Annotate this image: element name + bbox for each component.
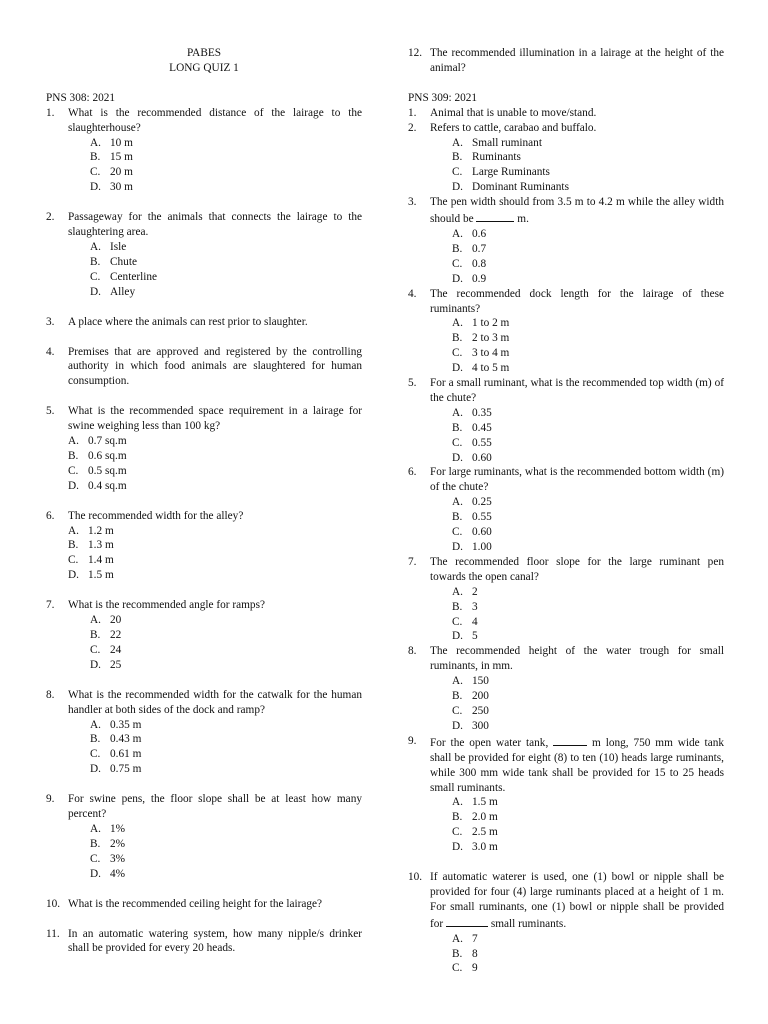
- option-text: Centerline: [110, 270, 158, 283]
- option-a: [46, 434, 362, 449]
- question-number: 10.: [46, 897, 61, 910]
- option-b: [408, 810, 724, 825]
- option-text: 10 m: [110, 136, 133, 149]
- question-left-8: [46, 688, 362, 718]
- option-d: [408, 272, 724, 287]
- question-text: The recommended floor slope for the large ruminant pen towards the open canal?: [430, 555, 724, 583]
- option-letter: A.: [90, 614, 101, 627]
- option-text: 2%: [110, 837, 126, 850]
- answer-blank: [553, 734, 587, 746]
- options-left-8: [46, 718, 362, 778]
- option-a: [46, 136, 362, 151]
- option-a: [408, 932, 724, 947]
- option-b: [408, 242, 724, 257]
- option-letter: A.: [452, 796, 463, 809]
- question-text: For a small ruminant, what is the recommended top width (m) of the chute?: [430, 377, 724, 404]
- option-text: 300: [472, 719, 489, 732]
- question-left-2: [46, 210, 362, 240]
- question-text-part: m.: [517, 213, 529, 226]
- question-number: 6.: [408, 466, 417, 479]
- option-text: 7: [472, 932, 478, 945]
- option-d: [408, 719, 724, 734]
- question-number: 11.: [46, 927, 60, 940]
- question-left-12: [408, 46, 724, 76]
- option-text: 4%: [110, 867, 126, 880]
- question-left-3: [46, 315, 362, 330]
- option-c: [46, 553, 362, 568]
- option-d: [46, 479, 362, 494]
- options-right-4: [408, 316, 724, 376]
- option-c: [46, 270, 362, 285]
- option-letter: C.: [452, 962, 463, 975]
- option-letter: D.: [90, 181, 101, 194]
- option-letter: B.: [68, 539, 79, 552]
- options-right-6: [408, 495, 724, 555]
- option-d: [408, 180, 724, 195]
- option-text: 150: [472, 675, 489, 688]
- option-letter: C.: [90, 748, 101, 761]
- option-letter: A.: [452, 317, 463, 330]
- options-right-3: [408, 227, 724, 287]
- option-letter: C.: [452, 615, 463, 628]
- option-letter: A.: [452, 675, 463, 688]
- option-b: [408, 689, 724, 704]
- option-letter: D.: [452, 719, 463, 732]
- option-b: [408, 150, 724, 165]
- option-letter: B.: [452, 332, 463, 345]
- option-text: 0.6 sq.m: [88, 449, 127, 462]
- option-text: 9: [472, 962, 478, 975]
- question-right-8: [408, 644, 724, 674]
- option-text: 1.5 m: [472, 796, 498, 809]
- option-text: 0.45: [472, 421, 492, 434]
- option-text: 250: [472, 704, 489, 717]
- option-text: 0.25: [472, 496, 492, 509]
- option-letter: A.: [452, 496, 463, 509]
- question-right-3: [408, 195, 724, 227]
- option-text: 1.00: [472, 541, 492, 553]
- option-a: [408, 406, 724, 421]
- option-text: 0.75 m: [110, 763, 142, 776]
- option-letter: B.: [90, 837, 101, 850]
- option-b: [46, 150, 362, 165]
- option-letter: C.: [68, 464, 79, 477]
- question-text: Premises that are approved and registered by the controlling authority in which food animals are slaughtered for human consumption.: [68, 345, 362, 388]
- option-text: 0.7: [472, 242, 487, 255]
- section-label-pns-308: PNS 308: 2021: [46, 91, 116, 104]
- option-d: [46, 867, 362, 882]
- option-letter: D.: [452, 181, 463, 194]
- option-text: 22: [110, 629, 122, 641]
- option-b: [46, 255, 362, 270]
- question-right-5: [408, 376, 724, 406]
- question-text: The recommended dock length for the lairage of these ruminants?: [430, 287, 724, 315]
- option-text: 1 to 2 m: [472, 317, 510, 330]
- question-text: Passageway for the animals that connects the lairage to the slaughtering area.: [68, 211, 362, 239]
- option-c: [408, 615, 724, 630]
- option-b: [46, 628, 362, 643]
- question-number: 4.: [46, 345, 55, 358]
- option-text: Ruminants: [472, 151, 521, 164]
- question-text: [430, 870, 724, 932]
- option-letter: D.: [68, 569, 79, 582]
- option-letter: A.: [452, 227, 463, 240]
- option-text: 1.4 m: [88, 554, 114, 567]
- option-text: Small ruminant: [472, 136, 542, 149]
- option-letter: B.: [452, 600, 463, 613]
- option-c: [408, 825, 724, 840]
- question-left-4: [46, 345, 362, 390]
- options-right-10: [408, 932, 724, 977]
- question-number: 1.: [46, 106, 55, 119]
- option-letter: C.: [452, 436, 463, 449]
- question-number: 5.: [46, 405, 55, 418]
- question-text: The recommended width for the alley?: [68, 509, 244, 522]
- option-letter: D.: [90, 285, 101, 298]
- option-a: [408, 316, 724, 331]
- question-text-part: small ruminants.: [490, 917, 567, 930]
- option-c: [46, 464, 362, 479]
- answer-blank: [446, 915, 488, 927]
- left-column: [46, 46, 362, 956]
- option-text: 4 to 5 m: [472, 362, 510, 375]
- question-number: 8.: [408, 645, 417, 658]
- question-left-6: [46, 509, 362, 524]
- option-letter: C.: [452, 704, 463, 717]
- option-letter: B.: [452, 511, 463, 524]
- option-text: 2.5 m: [472, 826, 498, 839]
- option-text: 2.0 m: [472, 811, 498, 824]
- option-b: [408, 331, 724, 346]
- option-text: 0.8: [472, 257, 487, 270]
- question-left-5: [46, 404, 362, 434]
- options-left-5: [46, 434, 362, 494]
- option-letter: D.: [90, 658, 101, 671]
- question-right-10: [408, 870, 724, 932]
- option-letter: A.: [90, 136, 101, 149]
- option-text: 2: [472, 585, 478, 598]
- option-b: [408, 510, 724, 525]
- options-right-5: [408, 406, 724, 466]
- option-text: 15 m: [110, 151, 133, 164]
- question-number: 9.: [46, 793, 55, 806]
- question-text: In an automatic watering system, how many nipple/s drinker shall be provided for every 20 heads.: [68, 927, 362, 955]
- question-right-1: [408, 106, 724, 121]
- question-text: What is the recommended space requirement in a lairage for swine weighing less than 100 kg?: [68, 405, 362, 433]
- option-letter: C.: [90, 643, 101, 656]
- option-b: [408, 947, 724, 962]
- option-letter: A.: [452, 136, 463, 149]
- option-d: [408, 361, 724, 376]
- option-a: [408, 227, 724, 242]
- option-text: 3 to 4 m: [472, 347, 510, 360]
- option-a: [46, 822, 362, 837]
- question-left-1: [46, 106, 362, 136]
- option-b: [46, 837, 362, 852]
- option-c: [46, 747, 362, 762]
- quiz-title: LONG QUIZ 1: [169, 61, 239, 74]
- question-text-part: If automatic waterer is used, one (1) bowl or nipple shall be provided for four (4) large ruminants placed at a height of 1 m. For small ruminants, one (1) bowl or nipple shall be provided for: [430, 871, 724, 930]
- question-text: What is the recommended width for the catwalk for the human handler at both sides of the dock and ramp?: [68, 688, 362, 716]
- option-text: 1%: [110, 822, 126, 835]
- option-a: [408, 495, 724, 510]
- question-text: What is the recommended ceiling height for the lairage?: [68, 897, 323, 910]
- option-text: 3: [472, 600, 478, 613]
- option-text: 20 m: [110, 166, 133, 179]
- option-letter: C.: [452, 526, 463, 539]
- option-text: 0.9: [472, 272, 487, 285]
- option-a: [408, 674, 724, 689]
- option-d: [408, 629, 724, 644]
- option-letter: D.: [90, 763, 101, 776]
- option-letter: B.: [68, 449, 79, 462]
- question-right-7: [408, 555, 724, 585]
- option-d: [46, 285, 362, 300]
- option-text: 0.60: [472, 451, 492, 464]
- option-letter: C.: [90, 270, 101, 283]
- question-number: 4.: [408, 287, 417, 300]
- question-text-part: For the open water tank,: [430, 736, 549, 749]
- question-number: 12.: [408, 47, 423, 59]
- option-letter: A.: [68, 435, 79, 448]
- option-b: [46, 538, 362, 553]
- question-text: The recommended illumination in a lairage at the height of the animal?: [430, 47, 724, 74]
- option-c: [408, 165, 724, 180]
- option-text: Isle: [110, 240, 127, 253]
- org-name: PABES: [186, 47, 222, 59]
- option-letter: D.: [452, 541, 463, 553]
- option-d: [408, 451, 724, 466]
- option-d: [46, 762, 362, 777]
- option-letter: B.: [452, 421, 463, 434]
- option-d: [46, 658, 362, 673]
- option-text: 2 to 3 m: [472, 332, 510, 345]
- options-left-7: [46, 613, 362, 673]
- question-number: 8.: [46, 688, 55, 701]
- option-letter: C.: [90, 166, 101, 179]
- option-text: 8: [472, 947, 478, 960]
- option-text: 3.0 m: [472, 841, 498, 854]
- right-column: [408, 46, 724, 976]
- option-letter: B.: [452, 811, 463, 824]
- question-text: Refers to cattle, carabao and buffalo.: [430, 121, 597, 134]
- option-letter: D.: [452, 362, 463, 375]
- question-number: 9.: [408, 734, 417, 747]
- option-letter: C.: [452, 257, 463, 270]
- option-letter: B.: [90, 151, 101, 164]
- question-number: 7.: [408, 555, 417, 568]
- option-text: 0.55: [472, 436, 492, 449]
- option-letter: B.: [452, 151, 463, 164]
- option-c: [408, 257, 724, 272]
- question-number: 10.: [408, 871, 423, 884]
- option-a: [408, 585, 724, 600]
- option-text: 0.43 m: [110, 733, 142, 746]
- question-right-2: [408, 121, 724, 136]
- options-right-9: [408, 795, 724, 855]
- question-text-part: m long, 750 mm wide tank shall be provided for eight (8) to ten (10) heads large ruminants, while 300 mm wide tank shall be provided for 15 to 25 heads small ruminants.: [430, 736, 725, 794]
- question-number: 6.: [46, 509, 55, 522]
- option-text: 0.35: [472, 406, 492, 419]
- option-text: 0.55: [472, 511, 492, 524]
- question-text: For large ruminants, what is the recommended bottom width (m) of the chute?: [430, 466, 724, 494]
- option-c: [46, 643, 362, 658]
- option-c: [408, 704, 724, 719]
- option-letter: A.: [90, 718, 101, 731]
- option-a: [408, 795, 724, 810]
- option-letter: B.: [90, 733, 101, 746]
- question-text: A place where the animals can rest prior to slaughter.: [68, 315, 308, 328]
- option-a: [408, 136, 724, 151]
- option-letter: C.: [452, 826, 463, 839]
- question-left-9: [46, 792, 362, 822]
- option-letter: A.: [90, 822, 101, 835]
- option-text: 4: [472, 615, 478, 628]
- option-letter: D.: [452, 451, 463, 464]
- question-text-part: The pen width should from 3.5 m to 4.2 m while the alley width should be: [430, 196, 724, 226]
- option-text: 0.7 sq.m: [88, 435, 127, 448]
- question-text: The recommended height of the water trough for small ruminants, in mm.: [430, 645, 724, 673]
- option-text: 0.61 m: [110, 748, 142, 761]
- question-left-10: [46, 897, 362, 912]
- option-letter: A.: [452, 932, 463, 945]
- options-left-6: [46, 524, 362, 584]
- option-text: Dominant Ruminants: [472, 181, 569, 194]
- option-text: 1.2 m: [88, 524, 114, 537]
- question-number: 2.: [46, 211, 55, 224]
- option-letter: B.: [452, 242, 463, 255]
- option-b: [46, 449, 362, 464]
- option-c: [408, 525, 724, 540]
- option-text: 3%: [110, 852, 126, 865]
- option-text: 0.4 sq.m: [88, 479, 127, 492]
- question-number: 3.: [408, 196, 417, 209]
- option-text: Large Ruminants: [472, 166, 550, 179]
- section-label-pns-309: PNS 309: 2021: [408, 91, 478, 104]
- option-c: [408, 436, 724, 451]
- option-letter: A.: [68, 524, 79, 537]
- option-a: [46, 613, 362, 628]
- options-left-9: [46, 822, 362, 882]
- option-text: 24: [110, 643, 122, 656]
- options-right-8: [408, 674, 724, 734]
- question-text: Animal that is unable to move/stand.: [430, 106, 597, 119]
- question-text: For swine pens, the floor slope shall be at least how many percent?: [68, 793, 362, 821]
- question-right-4: [408, 287, 724, 317]
- option-letter: B.: [90, 629, 101, 641]
- option-c: [46, 852, 362, 867]
- option-text: 20: [110, 614, 122, 627]
- option-letter: B.: [452, 947, 463, 960]
- option-letter: D.: [68, 479, 79, 492]
- question-number: 2.: [408, 121, 417, 134]
- question-text: [430, 195, 724, 227]
- question-text: What is the recommended distance of the lairage to the slaughterhouse?: [68, 106, 362, 134]
- option-letter: A.: [452, 585, 463, 598]
- options-right-7: [408, 585, 724, 645]
- option-letter: B.: [90, 255, 101, 268]
- option-text: 1.5 m: [88, 569, 114, 582]
- question-right-9: [408, 734, 724, 796]
- option-text: Chute: [110, 255, 137, 268]
- options-right-2: [408, 136, 724, 196]
- option-a: [46, 718, 362, 733]
- option-text: 0.35 m: [110, 718, 142, 731]
- option-text: 0.6: [472, 227, 487, 240]
- option-text: 200: [472, 690, 489, 703]
- option-text: 5: [472, 630, 478, 643]
- option-letter: D.: [452, 841, 463, 854]
- option-letter: D.: [452, 272, 463, 285]
- option-letter: C.: [452, 347, 463, 360]
- option-c: [408, 346, 724, 361]
- option-text: 0.5 sq.m: [88, 464, 127, 477]
- option-text: 30 m: [110, 181, 133, 194]
- options-left-2: [46, 240, 362, 300]
- question-right-6: [408, 465, 724, 495]
- option-d: [408, 540, 724, 555]
- option-letter: A.: [90, 240, 101, 253]
- question-left-7: [46, 598, 362, 613]
- question-text: [430, 734, 724, 796]
- option-d: [46, 568, 362, 583]
- question-number: 1.: [408, 106, 417, 119]
- option-letter: C.: [90, 852, 101, 865]
- option-b: [46, 732, 362, 747]
- option-a: [46, 524, 362, 539]
- quiz-header: [46, 46, 362, 76]
- option-letter: C.: [68, 554, 79, 567]
- option-b: [408, 421, 724, 436]
- question-number: 3.: [46, 315, 55, 328]
- options-left-1: [46, 136, 362, 196]
- option-d: [408, 840, 724, 855]
- option-text: 0.60: [472, 526, 492, 539]
- question-left-11: [46, 927, 362, 957]
- option-d: [46, 180, 362, 195]
- option-letter: C.: [452, 166, 463, 179]
- question-number: 7.: [46, 599, 55, 612]
- option-text: 1.3 m: [88, 539, 114, 552]
- option-b: [408, 600, 724, 615]
- option-letter: A.: [452, 406, 463, 419]
- option-text: Alley: [110, 285, 136, 298]
- question-number: 5.: [408, 377, 417, 390]
- option-letter: B.: [452, 690, 463, 703]
- option-letter: D.: [90, 867, 101, 880]
- option-c: [46, 165, 362, 180]
- option-c: [408, 961, 724, 976]
- option-a: [46, 240, 362, 255]
- question-text: What is the recommended angle for ramps?: [68, 599, 265, 612]
- answer-blank: [476, 210, 514, 222]
- option-letter: D.: [452, 630, 463, 643]
- option-text: 25: [110, 658, 122, 671]
